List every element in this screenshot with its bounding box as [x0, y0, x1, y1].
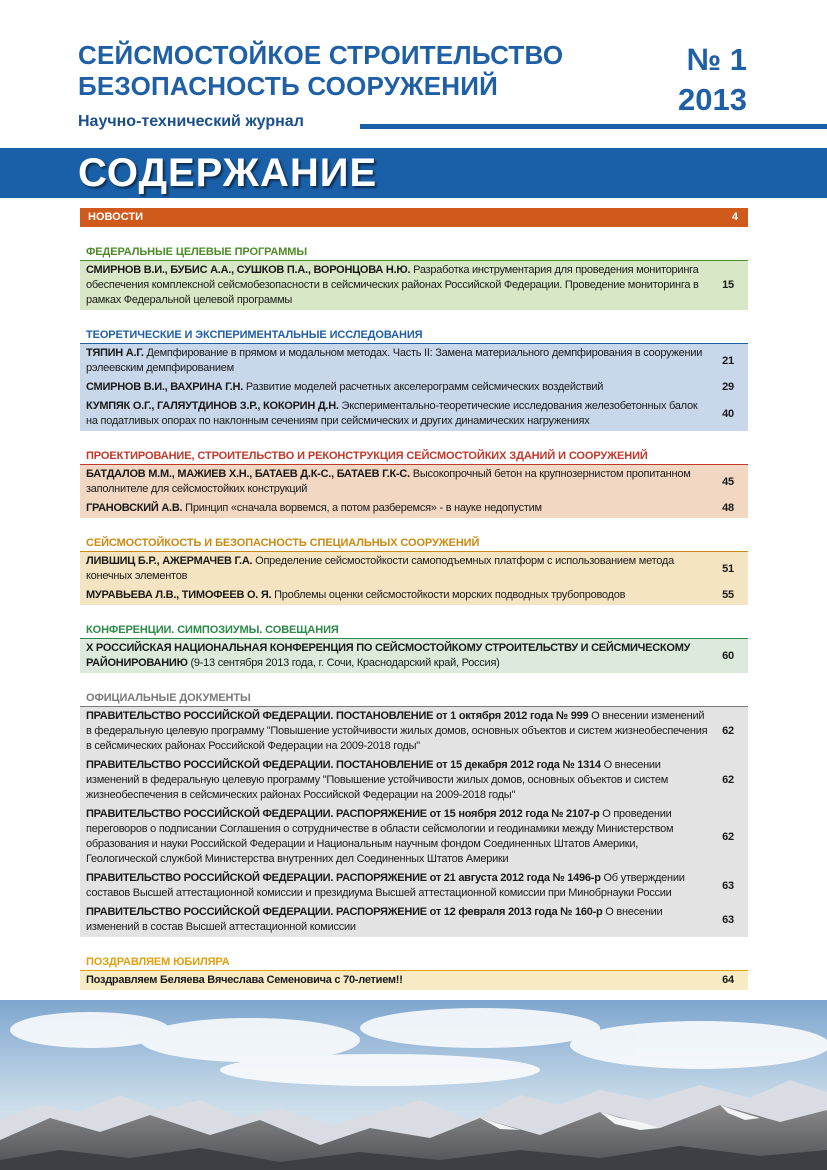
entry-text	[86, 467, 708, 497]
section-theory	[80, 327, 748, 431]
toc-entry[interactable]	[80, 397, 748, 431]
entry-page-number: 63	[722, 879, 734, 892]
entry-page-number: 62	[722, 725, 734, 737]
toc-entry[interactable]	[80, 344, 748, 378]
entry-text	[86, 641, 708, 671]
toc-entry[interactable]	[80, 756, 748, 805]
toc-entry[interactable]	[80, 552, 748, 586]
section-title: ПРОЕКТИРОВАНИЕ, СТРОИТЕЛЬСТВО И РЕКОНСТРУКЦИЯ СЕЙСМОСТОЙКИХ ЗДАНИЙ И СООРУЖЕНИЙ	[80, 448, 748, 465]
entry-page-number: 15	[722, 279, 734, 291]
toc-entry[interactable]	[80, 805, 748, 869]
entry-authors: МУРАВЬЕВА Л.В., ТИМОФЕЕВ О. Я.	[86, 589, 272, 601]
toc-entry[interactable]	[80, 261, 748, 310]
entry-page-number: 51	[722, 562, 734, 575]
entry-text	[86, 554, 708, 584]
entry-authors: ГРАНОВСКИЙ А.В.	[86, 502, 183, 514]
entry-authors: ПРАВИТЕЛЬСТВО РОССИЙСКОЙ ФЕДЕРАЦИИ. РАСПОРЯЖЕНИЕ от 15 ноября 2012 года № 2107-р	[86, 808, 600, 820]
entry-text	[86, 263, 708, 308]
section-title: ТЕОРЕТИЧЕСКИЕ И ЭКСПЕРИМЕНТАЛЬНЫЕ ИССЛЕДОВАНИЯ	[80, 327, 748, 344]
entry-text	[86, 973, 708, 988]
entry-title: О внесении изменений в состав Высшей аттестационной комиссии	[86, 906, 663, 933]
section-jubilee	[80, 954, 748, 990]
issue-year: 2013	[678, 82, 747, 117]
entry-text	[86, 380, 708, 395]
entry-text	[86, 905, 708, 935]
entry-authors: ПРАВИТЕЛЬСТВО РОССИЙСКОЙ ФЕДЕРАЦИИ. РАСПОРЯЖЕНИЕ от 21 августа 2012 года № 1496-р	[86, 872, 601, 884]
entry-title: О внесении изменений в федеральную целевую программу "Повышение устойчивости жилых домов, основных объектов и систем жизнеобеспечения в сейсмических районах Российской Федерации на 2009-2018 годы"	[86, 759, 669, 801]
mountain-landscape-image	[0, 1000, 827, 1170]
entry-page-number: 55	[722, 589, 734, 601]
toc-entry[interactable]	[80, 869, 748, 903]
entry-page-number: 62	[722, 774, 734, 786]
entry-title: Высокопрочный бетон на крупнозернистом пропитанном заполнителе для сейсмостойких конструкций	[86, 468, 691, 495]
entry-page-number: 60	[722, 649, 734, 662]
entry-authors: КУМПЯК О.Г., ГАЛЯУТДИНОВ З.Р., КОКОРИН Д.Н.	[86, 400, 339, 412]
section-title: ОФИЦИАЛЬНЫЕ ДОКУМЕНТЫ	[80, 690, 748, 707]
contents-banner	[0, 148, 827, 198]
toc-entry[interactable]	[80, 378, 748, 397]
entry-text	[86, 871, 708, 901]
entry-authors: X РОССИЙСКАЯ НАЦИОНАЛЬНАЯ КОНФЕРЕНЦИЯ ПО СЕЙСМОСТОЙКОМУ СТРОИТЕЛЬСТВУ И СЕЙСМИЧЕСКОМУ РАЙОНИРОВАНИЮ	[86, 642, 691, 669]
entry-text	[86, 588, 708, 603]
contents-title: СОДЕРЖАНИЕ	[78, 151, 378, 195]
issue-info	[678, 40, 747, 120]
mountain-photo	[0, 1000, 827, 1170]
entry-title: (9-13 сентября 2013 года, г. Сочи, Краснодарский край, Россия)	[190, 657, 500, 669]
entry-page-number: 48	[722, 502, 734, 514]
news-page: 4	[731, 211, 738, 223]
toc-entry[interactable]	[80, 499, 748, 518]
header-divider	[360, 124, 827, 129]
entry-authors: ПРАВИТЕЛЬСТВО РОССИЙСКОЙ ФЕДЕРАЦИИ. РАСПОРЯЖЕНИЕ от 12 февраля 2013 года № 160-р	[86, 906, 603, 918]
journal-subtitle: Научно-технический журнал	[78, 113, 304, 130]
toc-entry[interactable]	[80, 707, 748, 756]
entry-text	[86, 709, 708, 754]
toc-entry[interactable]	[80, 639, 748, 673]
section-design	[80, 448, 748, 518]
issue-number: № 1	[686, 42, 747, 77]
entry-authors: СМИРНОВ В.И., БУБИС А.А., СУШКОВ П.А., ВОРОНЦОВА Н.Ю.	[86, 264, 411, 276]
entry-authors: ТЯПИН А.Г.	[86, 347, 144, 359]
journal-title-line1: СЕЙСМОСТОЙКОЕ СТРОИТЕЛЬСТВО	[78, 40, 564, 70]
news-label: НОВОСТИ	[88, 211, 144, 223]
section-title: ПОЗДРАВЛЯЕМ ЮБИЛЯРА	[80, 954, 748, 971]
journal-title-line2: БЕЗОПАСНОСТЬ СООРУЖЕНИЙ	[78, 71, 499, 101]
entry-title: Экспериментально-теоретические исследования железобетонных балок на податливых опорах по наклонным сечениям при сейсмических и других динамических нагружениях	[86, 400, 698, 427]
entry-title: Принцип «сначала ворвемся, а потом разберемся» - в науке недопустим	[185, 502, 542, 514]
entry-authors: Поздравляем Беляева Вячеслава Семеновича с 70-летием!!	[86, 974, 403, 986]
toc-entry[interactable]	[80, 465, 748, 499]
section-special	[80, 535, 748, 605]
entry-text	[86, 501, 708, 516]
journal-title	[78, 40, 563, 102]
entry-title: Демпфирование в прямом и модальном методах. Часть II: Замена материального демпфирования в сооружении рэлеевским демпфированием	[86, 347, 703, 374]
entry-authors: ПРАВИТЕЛЬСТВО РОССИЙСКОЙ ФЕДЕРАЦИИ. ПОСТАНОВЛЕНИЕ от 1 октября 2012 года № 999	[86, 710, 589, 722]
entry-title: Об утверждении составов Высшей аттестационной комиссии и президиума Высшей аттестационной комиссии при Минобрнауки России	[86, 872, 685, 899]
entry-authors: СМИРНОВ В.И., ВАХРИНА Г.Н.	[86, 381, 244, 393]
entry-title: Разработка инструментария для проведения мониторинга обеспечения комплексной сейсмобезопасности в сейсмических районах Российской Федерации. Проведение мониторинга в рамках Федеральной целевой программы	[86, 264, 699, 306]
entry-text	[86, 807, 708, 867]
section-federal	[80, 244, 748, 310]
section-documents	[80, 690, 748, 937]
entry-title: О внесении изменений в федеральную целевую программу "Повышение устойчивости жилых домов, основных объектов и систем жизнеобеспечения в сейсмических районах Российской Федерации на 2009-2018 годы"	[86, 710, 708, 752]
entry-page-number: 62	[722, 830, 734, 843]
entry-page-number: 64	[722, 974, 734, 986]
section-conferences	[80, 622, 748, 673]
entry-title: Развитие моделей расчетных акселерограмм сейсмических воздействий	[245, 381, 604, 393]
section-title: КОНФЕРЕНЦИИ. СИМПОЗИУМЫ. СОВЕЩАНИЯ	[80, 622, 748, 639]
entry-page-number: 21	[722, 354, 734, 367]
toc-entry[interactable]	[80, 903, 748, 937]
entry-page-number: 40	[722, 407, 734, 420]
entry-page-number: 63	[722, 913, 734, 926]
entry-title: Определение сейсмостойкости самоподъемных платформ с использованием метода конечных элементов	[86, 555, 674, 582]
toc-entry[interactable]	[80, 586, 748, 605]
entry-page-number: 45	[722, 475, 734, 488]
section-title: СЕЙСМОСТОЙКОСТЬ И БЕЗОПАСНОСТЬ СПЕЦИАЛЬНЫХ СООРУЖЕНИЙ	[80, 535, 748, 552]
entry-authors: ЛИВШИЦ Б.Р., АЖЕРМАЧЕВ Г.А.	[86, 555, 253, 567]
table-of-contents	[80, 208, 748, 990]
entry-text	[86, 758, 708, 803]
section-title: ФЕДЕРАЛЬНЫЕ ЦЕЛЕВЫЕ ПРОГРАММЫ	[80, 244, 748, 261]
entry-title: Проблемы оценки сейсмостойкости морских подводных трубопроводов	[274, 589, 626, 601]
entry-authors: БАТДАЛОВ М.М., МАЖИЕВ Х.Н., БАТАЕВ Д.К-С., БАТАЕВ Г.К-С.	[86, 468, 410, 480]
toc-entry[interactable]	[80, 971, 748, 990]
entry-title: О проведении переговоров о подписании Соглашения о сотрудничестве в области сейсмологии и геодинамики между Министерством образования и науки Российской Федерации и Национальным научным фондом Соединенных Штатов Америки, Геологической службой Министерства внутренних дел Соединенных Штатов Америки	[86, 808, 674, 865]
entry-page-number: 29	[722, 381, 734, 393]
entry-text	[86, 346, 708, 376]
news-row[interactable]	[80, 208, 748, 227]
entry-authors: ПРАВИТЕЛЬСТВО РОССИЙСКОЙ ФЕДЕРАЦИИ. ПОСТАНОВЛЕНИЕ от 15 декабря 2012 года № 1314	[86, 759, 601, 771]
entry-text	[86, 399, 708, 429]
